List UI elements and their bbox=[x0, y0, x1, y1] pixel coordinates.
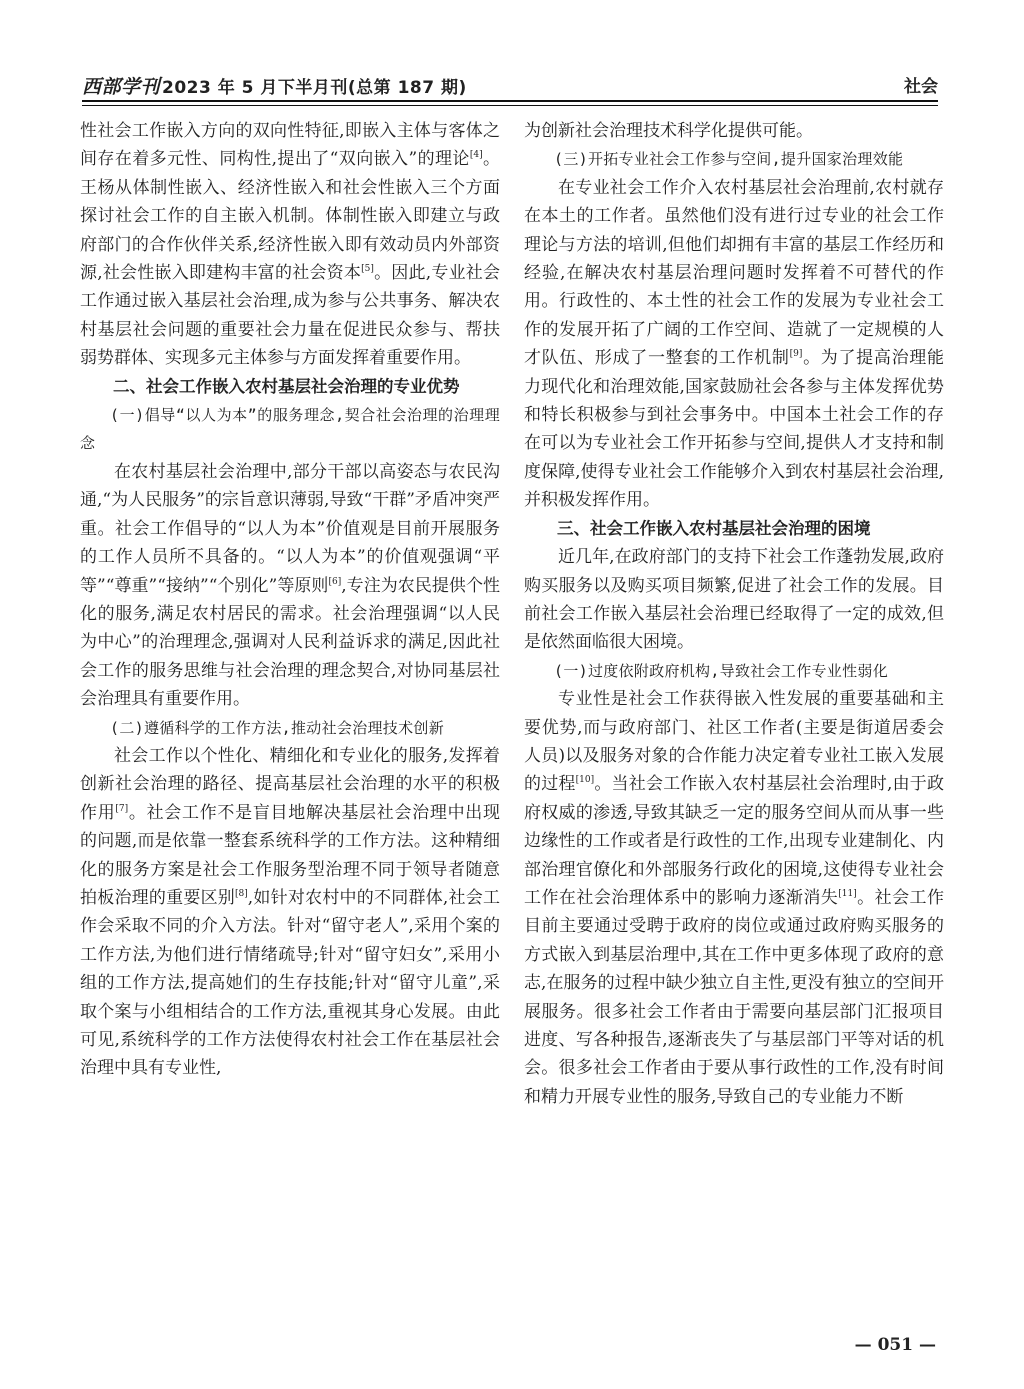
paragraph: 专业性是社会工作获得嵌入性发展的重要基础和主要优势,而与政府部门、社区工作者(主要是街道居委会人员)以及服务对象的合作能力决定着专业社工嵌入发展的过程[10]。当社会工作嵌入农村基层社会治理时,由于政府权威的渗透,导致其缺乏一定的服务空间从而从事一些边缘性的工作或者是行政性的工作,出现专业建制化、内部治理官僚化和外部服务行政化的困境,这使得专业社会工作在社会治理体系中的影响力逐渐消失[11]。社会工作目前主要通过受聘于政府的岗位或通过政府购买服务的方式嵌入到基层治理中,其在工作中更多体现了政府的意志,在服务的过程中缺少独立自主性,更没有独立的空间开展服务。很多社会工作者由于需要向基层部门汇报项目进度、写各种报告,逐渐丧失了与基层部门平等对话的机会。很多社会工作者由于要从事行政性的工作,没有时间和精力开展专业性的服务,导致自己的专业能力不断 bbox=[524, 689, 945, 1107]
section-label: 社会 bbox=[904, 77, 938, 97]
journal-logo: 西部学刊 bbox=[82, 76, 161, 98]
citation[interactable]: [9] bbox=[789, 349, 803, 360]
section-heading-2: 二、社会工作嵌入农村基层社会治理的专业优势 bbox=[113, 376, 460, 396]
page-number: — 051 — bbox=[854, 1335, 936, 1355]
citation[interactable]: [7] bbox=[115, 803, 129, 814]
section-heading-3: 三、社会工作嵌入农村基层社会治理的困境 bbox=[557, 518, 871, 538]
paragraph: 在专业社会工作介入农村基层社会治理前,农村就存在本土的工作者。虽然他们没有进行过专业的社会工作理论与方法的培训,但他们却拥有丰富的基层工作经历和经验,在解决农村基层治理问题时发挥着不可替代的作用。行政性的、本土性的社会工作的发展为专业社会工作的发展开拓了广阔的工作空间、造就了一定规模的人才队伍、形成了一整套的工作机制[9]。为了提高治理能力现代化和治理效能,国家鼓励社会各参与主体发挥优势和特长积极参与到社会事务中。中国本土社会工作的存在可以为专业社会工作开拓参与空间,提供人才支持和制度保障,使得专业社会工作能够介入到农村基层社会治理,并积极发挥作用。 bbox=[524, 177, 945, 511]
paragraph: 性社会工作嵌入方向的双向性特征,即嵌入主体与客体之间存在着多元性、同构性,提出了“双向嵌入”的理论[4]。王杨从体制性嵌入、经济性嵌入和社会性嵌入三个方面探讨社会工作的自主嵌入机制。体制性嵌入即建立与政府部门的合作伙伴关系,经济性嵌入即有效动员内外部资源,社会性嵌入即建构丰富的社会资本[5]。因此,专业社会工作通过嵌入基层社会治理,成为参与公共事务、解决农村基层社会问题的重要社会力量在促进民众参与、帮扶弱势群体、实现多元主体参与方面发挥着重要作用。 bbox=[80, 121, 501, 369]
citation[interactable]: [5] bbox=[361, 264, 374, 275]
subsection-heading-3: (三)开拓专业社会工作参与空间,提升国家治理效能 bbox=[554, 150, 904, 169]
left-column bbox=[80, 117, 500, 1083]
subsection-heading-1: (一)倡导“以人为本”的服务理念,契合社会治理的治理理念 bbox=[80, 406, 500, 453]
citation[interactable]: [8] bbox=[235, 888, 248, 899]
paragraph: 社会工作以个性化、精细化和专业化的服务,发挥着创新社会治理的路径、提高基层社会治理的水平的积极作用[7]。社会工作不是盲目地解决基层社会治理中出现的问题,而是依靠一整套系统科学的工作方法。这种精细化的服务方案是社会工作服务型治理不同于领导者随意拍板治理的重要区别[8],如针对农村中的不同群体,社会工作会采取不同的介入方法。针对“留守老人”,采用个案的工作方法,为他们进行情绪疏导;针对“留守妇女”,采用小组的工作方法,提高她们的生存技能;针对“留守儿童”,采取个案与小组相结合的工作方法,重视其身心发展。由此可见,系统科学的工作方法使得农村社会工作在基层社会治理中具有专业性, bbox=[80, 745, 501, 1079]
journal-issue-line bbox=[82, 72, 467, 99]
citation[interactable]: [11] bbox=[838, 888, 857, 899]
paragraph: 在农村基层社会治理中,部分干部以高姿态与农民沟通,“为人民服务”的宗旨意识薄弱,导致“干群”矛盾冲突严重。社会工作倡导的“以人为本”价值观是目前开展服务的工作人员所不具备的。“以人为本”的价值观强调“平等”“尊重”“接纳”“个别化”等原则[6],专注为农民提供个性化的服务,满足农村居民的需求。社会治理强调“以人民为中心”的治理理念,强调对人民利益诉求的满足,因此社会工作的服务思维与社会治理的理念契合,对协同基层社会治理具有重要作用。 bbox=[80, 461, 500, 710]
citation[interactable]: [6] bbox=[328, 576, 342, 587]
citation[interactable]: [10] bbox=[575, 775, 595, 786]
citation[interactable]: [4] bbox=[469, 150, 483, 161]
subsection-heading-2: (二)遵循科学的工作方法,推动社会治理技术创新 bbox=[110, 718, 444, 737]
running-header bbox=[82, 70, 938, 100]
header-rule-thin bbox=[82, 105, 938, 106]
paragraph: 近几年,在政府部门的支持下社会工作蓬勃发展,政府购买服务以及购买项目频繁,促进了社会工作的发展。目前社会工作嵌入基层社会治理已经取得了一定的成效,但是依然面临很大困境。 bbox=[524, 547, 944, 653]
paragraph: 为创新社会治理技术科学化提供可能。 bbox=[524, 121, 813, 141]
right-column bbox=[524, 117, 944, 1111]
issue-info: 2023 年 5 月下半月刊(总第 187 期) bbox=[162, 78, 467, 98]
subsection-heading-4: (一)过度依附政府机构,导致社会工作专业性弱化 bbox=[554, 661, 888, 680]
header-rule-thick bbox=[82, 100, 938, 102]
